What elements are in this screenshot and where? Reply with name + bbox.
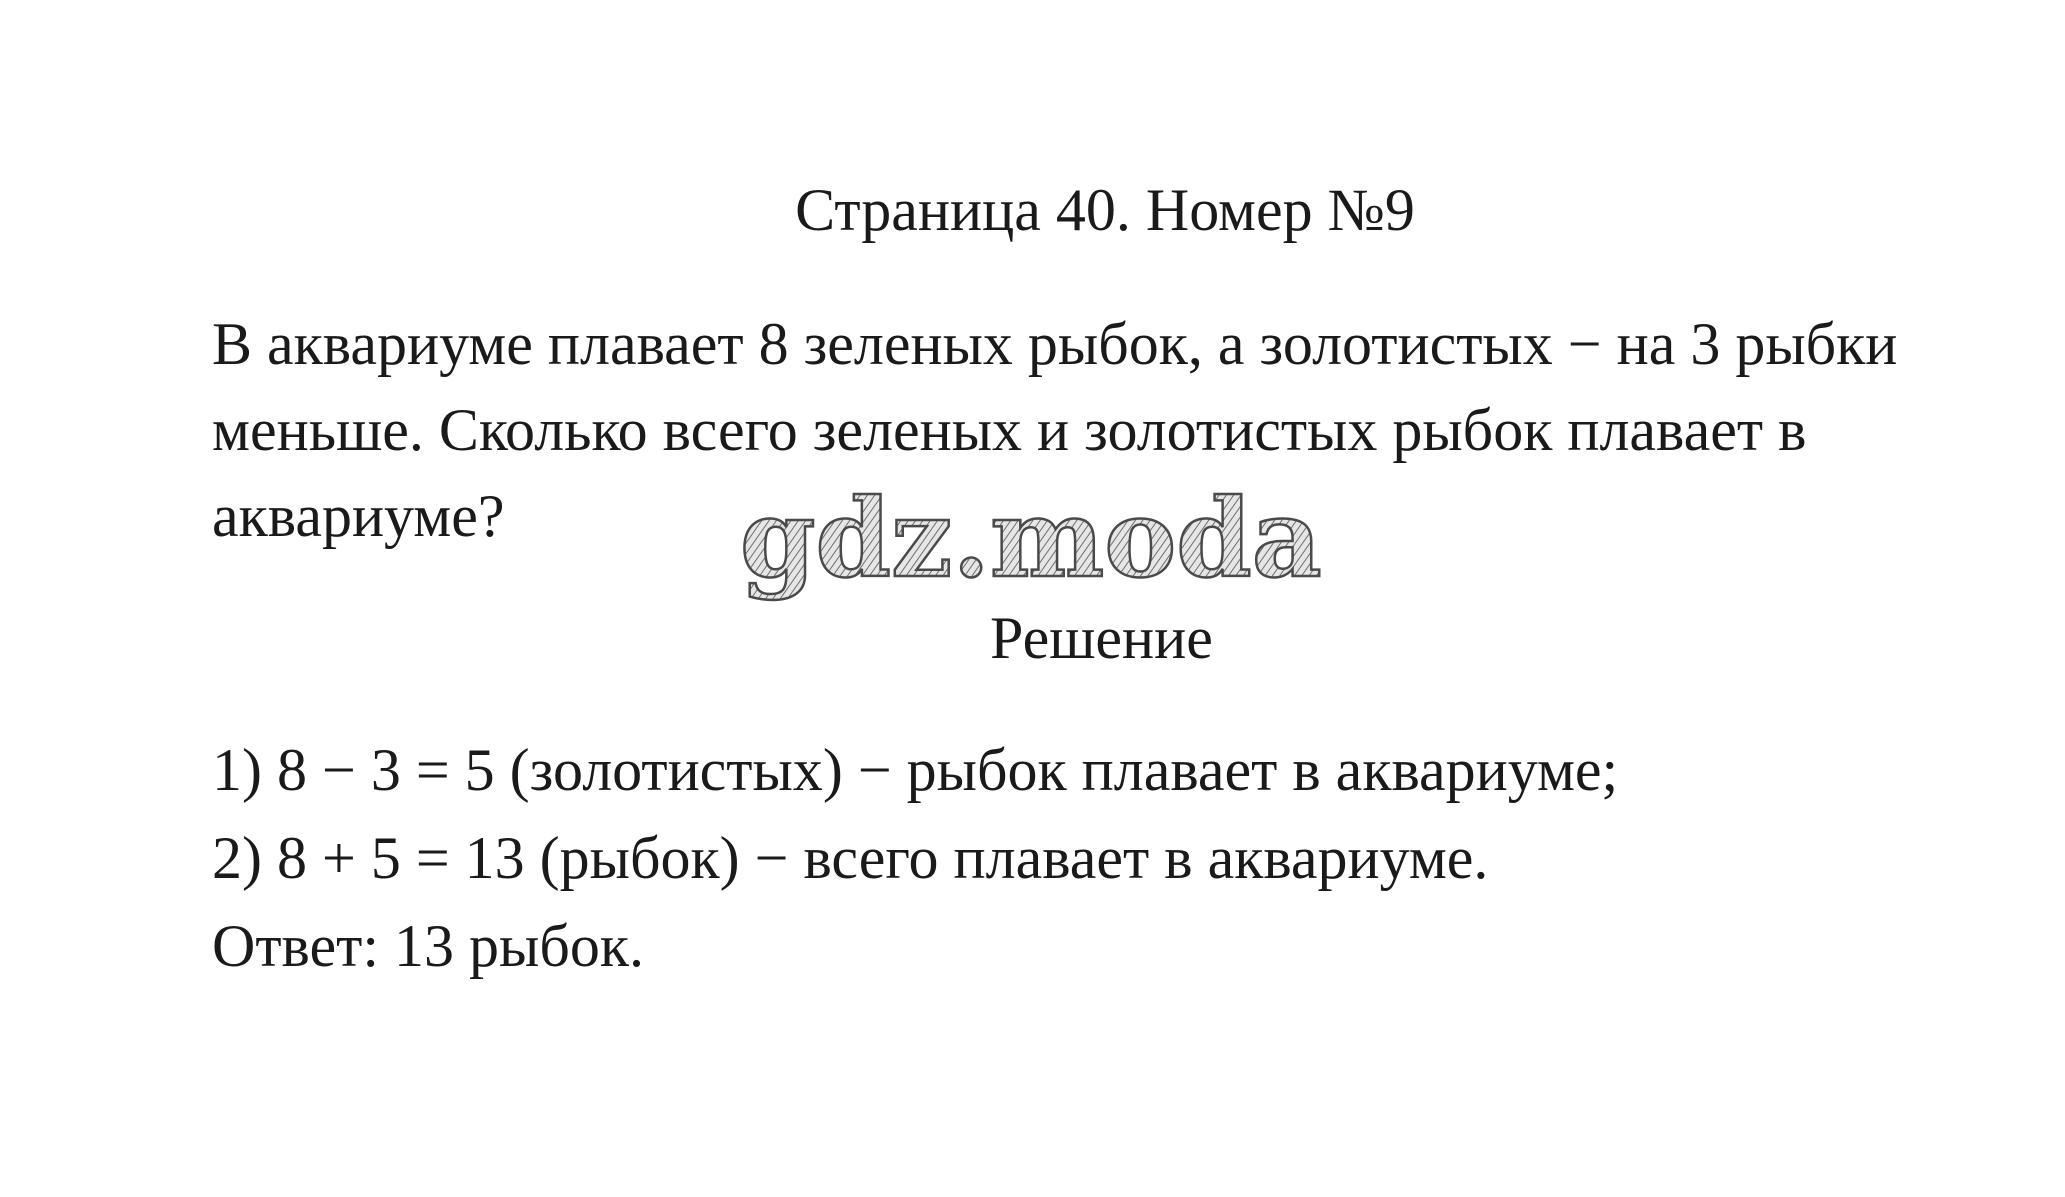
solution-step: 2) 8 + 5 = 13 (рыбок) − всего плавает в аквариуме. (212, 825, 1489, 891)
solution-body (212, 726, 1618, 990)
problem-line: аквариуме? (212, 483, 505, 549)
watermark-text: gdz.moda (740, 476, 1322, 602)
problem-line: меньше. Сколько всего зеленых и золотистых рыбок плавает в (212, 397, 1807, 463)
solution-heading: Решение (990, 605, 1213, 671)
answer-line: Ответ: 13 рыбок. (212, 913, 645, 979)
page-title: Страница 40. Номер №9 (795, 177, 1415, 243)
problem-line: В аквариуме плавает 8 зеленых рыбок, а золотистых − на 3 рыбки (212, 311, 1898, 377)
solution-step: 1) 8 − 3 = 5 (золотистых) − рыбок плавает в аквариуме; (212, 737, 1619, 803)
watermark-logo (732, 468, 1332, 618)
